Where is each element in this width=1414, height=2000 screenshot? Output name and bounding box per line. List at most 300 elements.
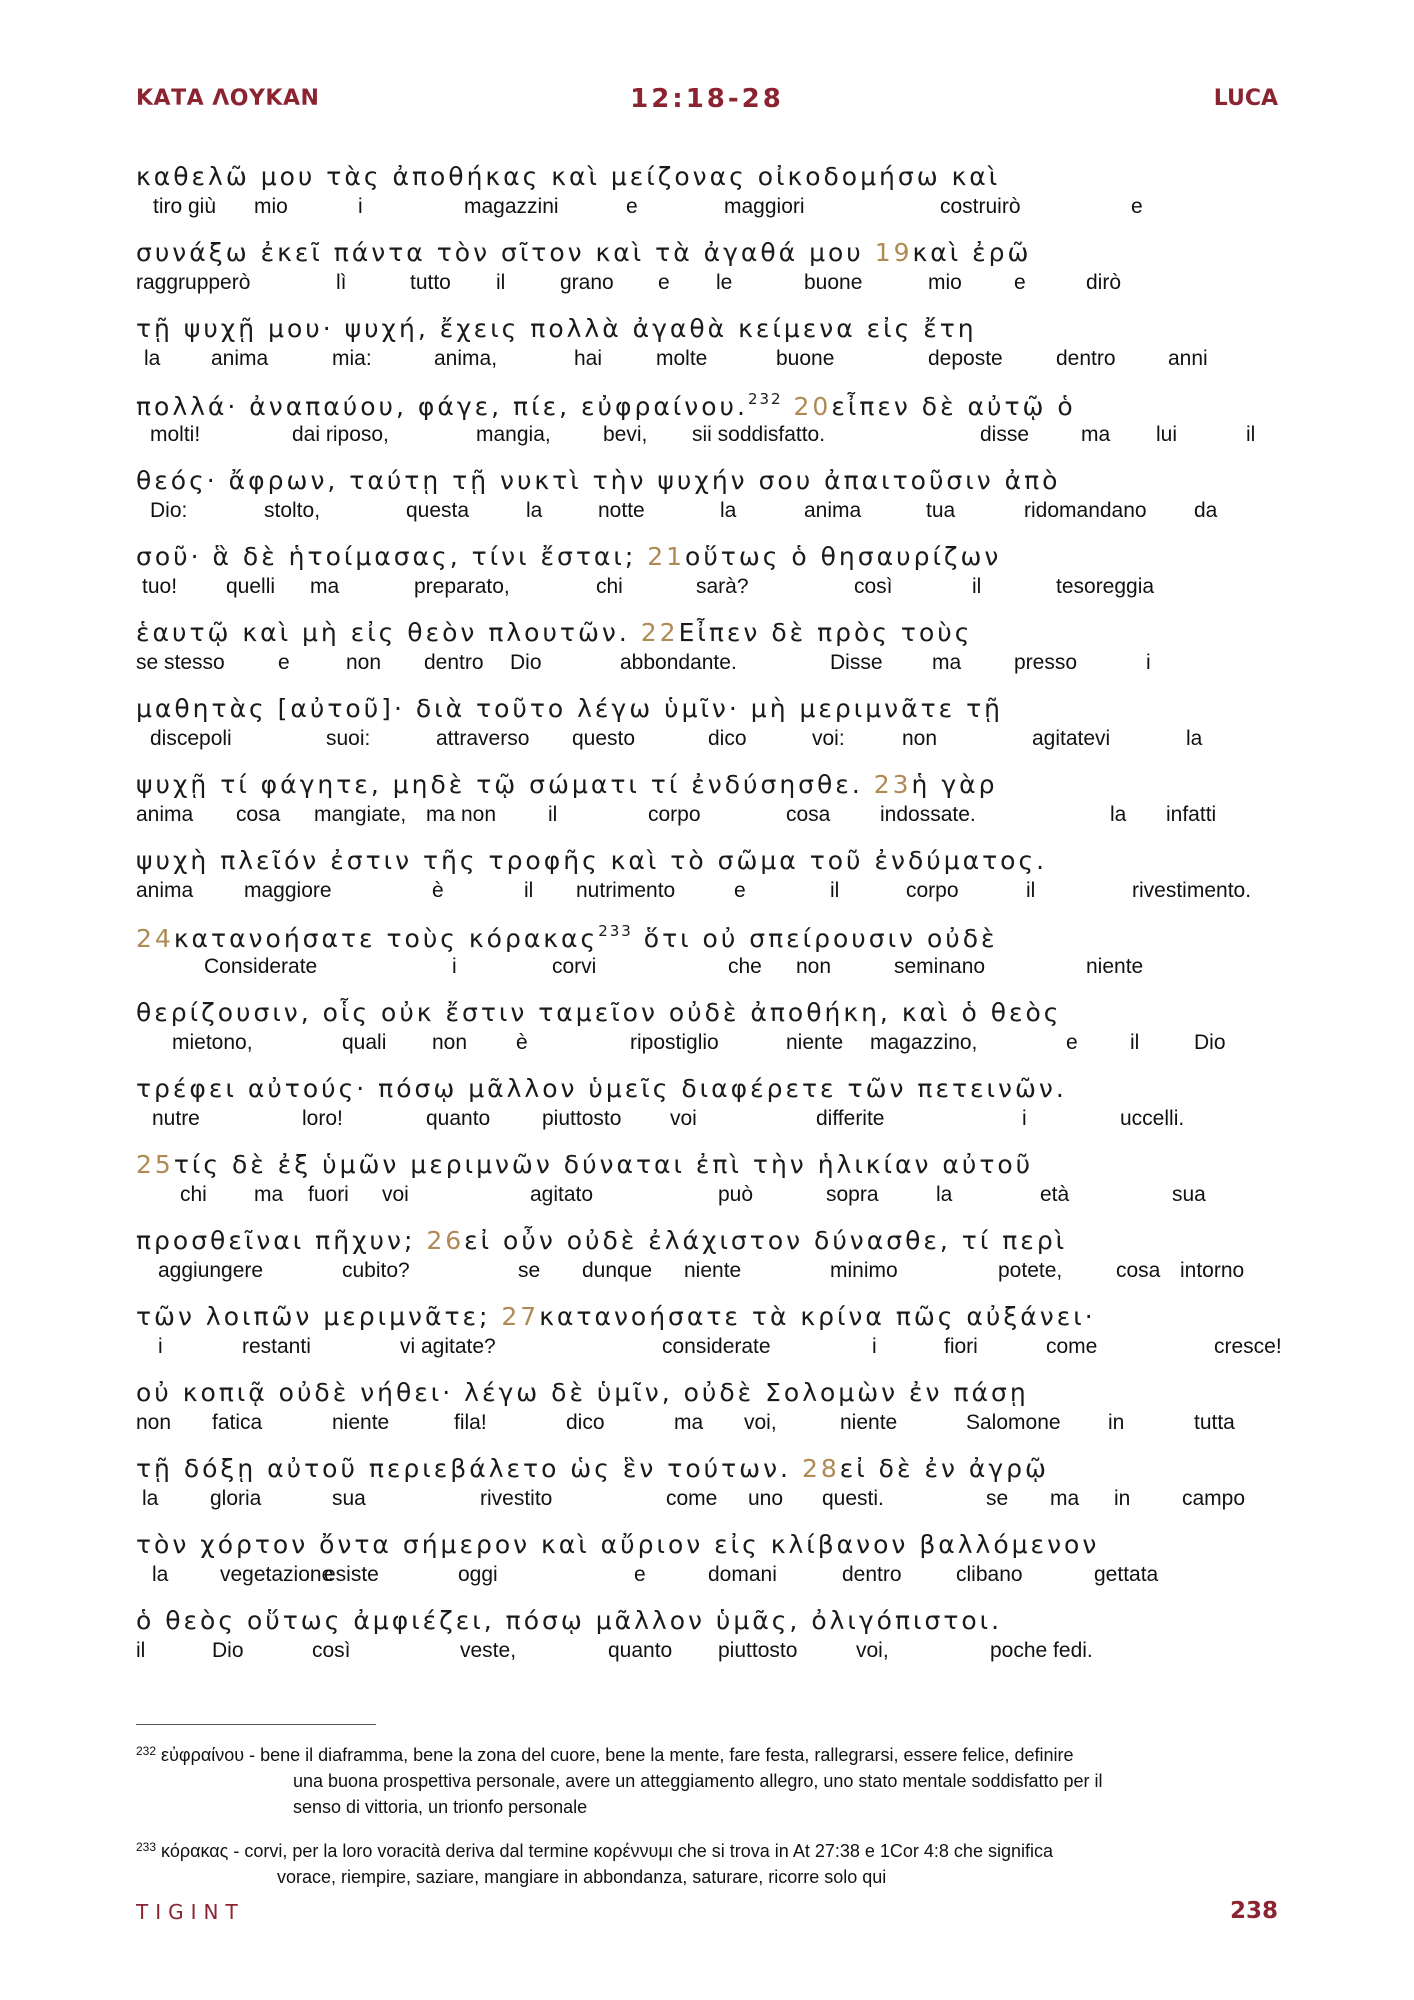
greek-text (136, 922, 998, 953)
italian-word: dunque (582, 1259, 653, 1282)
italian-word: mio (928, 271, 962, 294)
italian-word: tutta (1194, 1411, 1235, 1434)
italian-word: discepoli (150, 727, 232, 750)
italian-word: tuo! (142, 575, 178, 598)
italian-word: dentro (1056, 347, 1116, 370)
italian-translation (136, 499, 1296, 529)
italian-word: mangiate, (314, 803, 407, 826)
greek-words: πολλά· ἀναπαύου, φάγε, πίε, εὐφραίνου. (136, 392, 748, 421)
italian-word: Considerate (204, 955, 318, 978)
greek-text (136, 1074, 1067, 1103)
italian-word: il (830, 879, 840, 902)
italian-word: intorno (1180, 1259, 1245, 1282)
italian-word: abbondante. (620, 651, 737, 674)
italian-word: tua (926, 499, 956, 522)
italian-word: ma (1081, 423, 1111, 446)
italian-word: mangia, (476, 423, 551, 446)
italian-word: maggiore (244, 879, 332, 902)
italian-word: agitato (530, 1183, 594, 1206)
italian-word: il (972, 575, 982, 598)
book-title-italian: LUCA (1213, 86, 1278, 111)
italian-word: notte (598, 499, 645, 522)
italian-word: preparato, (414, 575, 510, 598)
italian-word: Salomone (966, 1411, 1061, 1434)
italian-translation (136, 1259, 1296, 1289)
interlinear-line (136, 618, 1296, 690)
italian-word: dai riposo, (292, 423, 389, 446)
footnote-text: una buona prospettiva personale, avere un atteggiamento allegro, uno stato mentale soddisfatto per il (293, 1771, 1103, 1791)
italian-word: il (1246, 423, 1256, 446)
greek-words: τίς δὲ ἐξ ὑμῶν μεριμνῶν δύναται ἐπὶ τὴν ἡλικίαν αὐτοῦ (173, 1150, 1034, 1179)
italian-word: ma non (426, 803, 497, 826)
greek-words: ψυχὴ πλεῖόν ἐστιν τῆς τροφῆς καὶ τὸ σῶμα τοῦ ἐνδύματος. (136, 846, 1048, 875)
italian-word: la (142, 1487, 159, 1510)
italian-translation (136, 803, 1296, 833)
italian-word: dirò (1086, 271, 1122, 294)
italian-translation (136, 1487, 1296, 1517)
greek-words: ὁ θεὸς οὕτως ἀμφιέζει, πόσῳ μᾶλλον ὑμᾶς, ὀλιγόπιστοι. (136, 1606, 1003, 1635)
greek-words: τρέφει αὐτούς· πόσῳ μᾶλλον ὑμεῖς διαφέρετε τῶν πετεινῶν. (136, 1074, 1067, 1103)
italian-word: fila! (454, 1411, 487, 1434)
italian-word: sua (1172, 1183, 1206, 1206)
greek-words: καὶ ἐρῶ (912, 238, 1032, 267)
italian-word: costruirò (940, 195, 1021, 218)
italian-word: come (1046, 1335, 1098, 1358)
footnote-ref: 233 (598, 922, 633, 940)
verse-number: 23 (873, 770, 912, 799)
greek-words: ψυχῇ τί φάγητε, μηδὲ τῷ σώματι τί ἐνδύσησθε. (136, 770, 874, 799)
italian-translation (136, 1335, 1296, 1365)
italian-word: la (720, 499, 737, 522)
italian-translation (136, 1183, 1296, 1213)
italian-word: vi agitate? (400, 1335, 496, 1358)
italian-word: rivestito (480, 1487, 553, 1510)
greek-words: τῇ δόξῃ αὐτοῦ περιεβάλετο ὡς ἓν τούτων. (136, 1454, 802, 1483)
italian-translation (136, 575, 1296, 605)
book-title-greek: ΚΑΤΑ ΛΟΥΚΑΝ (136, 86, 320, 111)
interlinear-line (136, 922, 1296, 994)
italian-word: lì (336, 271, 347, 294)
italian-translation (136, 271, 1296, 301)
italian-word: questa (406, 499, 470, 522)
italian-word: loro! (302, 1107, 343, 1130)
italian-word: agitatevi (1032, 727, 1111, 750)
chapter-verse-range: 12:18-28 (630, 84, 784, 114)
italian-word: anima (804, 499, 862, 522)
italian-word: voi, (744, 1411, 777, 1434)
interlinear-line (136, 466, 1296, 538)
italian-word: il (496, 271, 506, 294)
greek-text (136, 162, 1000, 191)
italian-word: infatti (1166, 803, 1217, 826)
italian-translation (136, 651, 1296, 681)
italian-word: uno (748, 1487, 784, 1510)
italian-word: Dio (212, 1639, 244, 1662)
italian-word: la (1186, 727, 1203, 750)
italian-word: in (1114, 1487, 1131, 1510)
interlinear-line (136, 998, 1296, 1070)
italian-word: ridomandano (1024, 499, 1147, 522)
italian-word: ma (254, 1183, 284, 1206)
verse-number: 19 (874, 238, 913, 267)
greek-words: οὐ κοπιᾷ οὐδὲ νήθει· λέγω δὲ ὑμῖν, οὐδὲ Σολομὼν ἐν πάσῃ (136, 1378, 1029, 1407)
verse-number: 26 (426, 1226, 465, 1255)
italian-word: fiori (944, 1335, 978, 1358)
italian-word: i (1022, 1107, 1027, 1130)
italian-word: nutre (152, 1107, 200, 1130)
italian-word: la (152, 1563, 169, 1586)
footnote-text: - corvi, per la loro voracità deriva dal termine κορέννυμι che si trova in At 27:38 e 1Cor 4:8 che significa (228, 1841, 1053, 1861)
italian-word: piuttosto (542, 1107, 622, 1130)
italian-word: uccelli. (1120, 1107, 1185, 1130)
italian-word: questi. (822, 1487, 884, 1510)
italian-word: cosa (786, 803, 831, 826)
italian-word: restanti (242, 1335, 311, 1358)
italian-word: così (854, 575, 893, 598)
italian-word: molte (656, 347, 708, 370)
italian-word: bevi, (603, 423, 648, 446)
greek-text (136, 1606, 1002, 1635)
italian-word: lui (1156, 423, 1178, 446)
footnote-text: - bene il diaframma, bene la zona del cuore, bene la mente, fare festa, rallegrarsi, essere felice, definire (244, 1745, 1074, 1765)
greek-text (136, 1302, 1096, 1331)
interlinear-line (136, 1226, 1296, 1298)
italian-word: è (432, 879, 444, 902)
greek-text (136, 314, 977, 343)
italian-word: anima (211, 347, 269, 370)
greek-words: θερίζουσιν, οἷς οὐκ ἔστιν ταμεῖον οὐδὲ ἀποθήκη, καὶ ὁ θεὸς (136, 998, 1062, 1027)
italian-translation (136, 1411, 1296, 1441)
interlinear-line (136, 238, 1296, 310)
interlinear-line (136, 314, 1296, 386)
italian-word: e (1014, 271, 1026, 294)
italian-word: cosa (1116, 1259, 1161, 1282)
italian-word: dentro (424, 651, 484, 674)
italian-word: in (1108, 1411, 1125, 1434)
italian-word: nutrimento (576, 879, 676, 902)
italian-word: corpo (906, 879, 959, 902)
italian-word: il (548, 803, 558, 826)
italian-word: come (666, 1487, 718, 1510)
greek-text (136, 466, 1060, 495)
interlinear-line (136, 1606, 1296, 1678)
italian-word: e (634, 1563, 646, 1586)
italian-word: ma (1050, 1487, 1080, 1510)
greek-words: σοῦ· ἃ δὲ ἡτοίμασας, τίνι ἔσται; (136, 542, 648, 571)
greek-words: τὸν χόρτον ὄντα σήμερον καὶ αὔριον εἰς κλίβανον βαλλόμενον (136, 1530, 1100, 1559)
italian-word: la (144, 347, 161, 370)
italian-word: tiro giù (153, 195, 217, 218)
interlinear-line (136, 1530, 1296, 1602)
italian-word: niente (684, 1259, 742, 1282)
italian-word: rivestimento. (1132, 879, 1252, 902)
italian-word: differite (816, 1107, 885, 1130)
interlinear-line (136, 390, 1296, 462)
italian-word: non (902, 727, 938, 750)
greek-text (136, 1454, 1049, 1483)
italian-translation (136, 1639, 1296, 1669)
italian-word: poche fedi. (990, 1639, 1093, 1662)
italian-word: il (136, 1639, 146, 1662)
verse-number: 22 (640, 618, 679, 647)
footnote-term: κόρακας (161, 1841, 229, 1861)
greek-words: προσθεῖναι πῆχυν; (136, 1226, 427, 1255)
italian-word: corpo (648, 803, 701, 826)
italian-word: quali (342, 1031, 387, 1054)
italian-word: mia: (332, 347, 372, 370)
greek-words: κατανοήσατε τὰ κρίνα πῶς αὐξάνει· (539, 1302, 1096, 1331)
italian-word: Dio (1194, 1031, 1226, 1054)
italian-word: suoi: (326, 727, 371, 750)
italian-word: buone (804, 271, 863, 294)
italian-word: tutto (410, 271, 451, 294)
italian-word: tesoreggia (1056, 575, 1155, 598)
italian-translation (136, 1563, 1296, 1593)
greek-words: τῶν λοιπῶν μεριμνᾶτε; (136, 1302, 502, 1331)
italian-word: potete, (998, 1259, 1063, 1282)
greek-words: ἑαυτῷ καὶ μὴ εἰς θεὸν πλουτῶν. (136, 618, 641, 647)
greek-words: εἰ οὖν οὐδὲ ἐλάχιστον δύνασθε, τί περὶ (464, 1226, 1068, 1255)
italian-word: vegetazione (220, 1563, 334, 1586)
greek-words: ὅτι οὐ σπείρουσιν οὐδὲ (632, 924, 998, 953)
italian-word: Disse (830, 651, 883, 674)
italian-word: il (1026, 879, 1036, 902)
italian-word: la (936, 1183, 953, 1206)
italian-word: cosa (236, 803, 281, 826)
italian-word: cubito? (342, 1259, 410, 1282)
italian-word: dico (708, 727, 747, 750)
italian-word: se stesso (136, 651, 225, 674)
interlinear-line (136, 162, 1296, 234)
greek-words: συνάξω ἐκεῖ πάντα τὸν σῖτον καὶ τὰ ἀγαθά μου (136, 238, 875, 267)
greek-words: τῇ ψυχῇ μου· ψυχή, ἔχεις πολλὰ ἀγαθὰ κείμενα εἰς ἔτη (136, 314, 977, 343)
italian-word: aggiungere (158, 1259, 264, 1282)
verse-number: 28 (801, 1454, 840, 1483)
italian-translation (136, 955, 1296, 985)
interlinear-line (136, 694, 1296, 766)
greek-words (783, 392, 794, 421)
footnote-text: senso di vittoria, un trionfo personale (293, 1797, 588, 1817)
italian-word: ripostiglio (630, 1031, 719, 1054)
italian-word: fuori (308, 1183, 349, 1206)
footnote-number: 232 (136, 1744, 157, 1758)
italian-word: il (1130, 1031, 1140, 1054)
italian-word: il (524, 879, 534, 902)
greek-text (136, 542, 1001, 571)
italian-word: seminano (894, 955, 986, 978)
italian-word: considerate (662, 1335, 771, 1358)
italian-word: i (158, 1335, 163, 1358)
footnote-divider (136, 1724, 376, 1725)
italian-word: se (986, 1487, 1009, 1510)
italian-word: età (1040, 1183, 1070, 1206)
greek-text (136, 238, 1031, 267)
italian-word: e (734, 879, 746, 902)
verse-number: 21 (647, 542, 686, 571)
italian-word: non (432, 1031, 468, 1054)
interlinear-line (136, 1074, 1296, 1146)
greek-text (136, 770, 997, 799)
footnote-term: εὐφραίνου (161, 1745, 245, 1765)
italian-word: campo (1182, 1487, 1246, 1510)
italian-word: dentro (842, 1563, 902, 1586)
italian-word: niente (1086, 955, 1144, 978)
footnote-number: 233 (136, 1840, 157, 1854)
footnote-ref: 232 (747, 390, 783, 408)
italian-word: anima (136, 803, 194, 826)
greek-text (136, 390, 1076, 421)
italian-word: voi (382, 1183, 409, 1206)
italian-word: è (516, 1031, 528, 1054)
interlinear-line (136, 846, 1296, 918)
italian-word: anima (136, 879, 194, 902)
italian-word: hai (574, 347, 603, 370)
italian-word: i (452, 955, 457, 978)
italian-word: gloria (210, 1487, 262, 1510)
italian-word: raggrupperò (136, 271, 251, 294)
italian-word: clibano (956, 1563, 1023, 1586)
italian-word: ma (932, 651, 962, 674)
italian-word: oggi (458, 1563, 498, 1586)
italian-word: e (1131, 195, 1143, 218)
italian-translation (136, 195, 1296, 225)
italian-word: non (136, 1411, 172, 1434)
italian-word: fatica (212, 1411, 263, 1434)
italian-word: i (1146, 651, 1151, 674)
interlinear-line (136, 1302, 1296, 1374)
italian-word: chi (180, 1183, 207, 1206)
italian-word: la (526, 499, 543, 522)
page-number: 238 (1229, 1898, 1278, 1924)
italian-word: mio (254, 195, 288, 218)
italian-word: anni (1168, 347, 1208, 370)
italian-word: niente (840, 1411, 898, 1434)
italian-word: così (312, 1639, 351, 1662)
verse-number: 25 (136, 1150, 174, 1179)
italian-word: gettata (1094, 1563, 1159, 1586)
footnote-233 (136, 1834, 1276, 1890)
interlinear-line (136, 542, 1296, 614)
italian-word: la (1110, 803, 1127, 826)
interlinear-line (136, 1150, 1296, 1222)
italian-word: e (278, 651, 290, 674)
italian-word: piuttosto (718, 1639, 798, 1662)
interlinear-line (136, 1454, 1296, 1526)
italian-word: magazzini (464, 195, 559, 218)
italian-word: le (716, 271, 733, 294)
italian-word: da (1194, 499, 1218, 522)
italian-word: quanto (608, 1639, 673, 1662)
italian-word: buone (776, 347, 835, 370)
interlinear-line (136, 1378, 1296, 1450)
italian-word: domani (708, 1563, 777, 1586)
italian-word: e (1066, 1031, 1078, 1054)
italian-word: cresce! (1214, 1335, 1282, 1358)
italian-word: i (358, 195, 363, 218)
italian-word: dico (566, 1411, 605, 1434)
italian-word: niente (786, 1031, 844, 1054)
italian-word: quanto (426, 1107, 491, 1130)
italian-word: può (718, 1183, 754, 1206)
italian-word: voi (670, 1107, 697, 1130)
italian-word: quelli (226, 575, 276, 598)
italian-word: magazzino, (870, 1031, 978, 1054)
italian-word: indossate. (880, 803, 976, 826)
italian-word: deposte (928, 347, 1003, 370)
italian-translation (136, 727, 1296, 757)
italian-word: mietono, (172, 1031, 253, 1054)
greek-text (136, 694, 1003, 723)
italian-word: e (626, 195, 638, 218)
verse-number: 20 (793, 392, 832, 421)
italian-word: e (658, 271, 670, 294)
italian-word: voi, (856, 1639, 889, 1662)
greek-words: μαθητὰς [αὐτοῦ]· διὰ τοῦτο λέγω ὑμῖν· μὴ μεριμνᾶτε τῇ (136, 694, 1003, 723)
italian-word: Dio (510, 651, 542, 674)
greek-words: εἶπεν δὲ αὐτῷ ὁ (831, 392, 1076, 421)
greek-text (136, 1150, 1033, 1179)
italian-translation (136, 1031, 1296, 1061)
greek-words: οὕτως ὁ θησαυρίζων (685, 542, 1002, 571)
greek-words: καθελῶ μου τὰς ἀποθήκας καὶ μείζονας οἰκοδομήσω καὶ (136, 162, 1001, 191)
italian-word: ma (674, 1411, 704, 1434)
italian-word: corvi (552, 955, 597, 978)
italian-word: attraverso (436, 727, 530, 750)
italian-translation (136, 1107, 1296, 1137)
italian-word: sii soddisfatto. (692, 423, 826, 446)
italian-word: grano (560, 271, 614, 294)
italian-word: disse (980, 423, 1030, 446)
footnote-232 (136, 1738, 1276, 1820)
greek-words: κατανοήσατε τοὺς κόρακας (173, 924, 599, 953)
verse-number: 24 (136, 924, 174, 953)
verse-number: 27 (501, 1302, 540, 1331)
italian-word: stolto, (264, 499, 321, 522)
italian-word: non (346, 651, 382, 674)
greek-text (136, 1226, 1067, 1255)
italian-word: molti! (150, 423, 201, 446)
italian-word: minimo (830, 1259, 898, 1282)
italian-word: esiste (324, 1563, 379, 1586)
publisher-name: TIGINT (136, 1900, 245, 1924)
italian-translation (136, 879, 1296, 909)
greek-text (136, 1530, 1099, 1559)
greek-text (136, 998, 1061, 1027)
greek-words: Εἶπεν δὲ πρὸς τοὺς (678, 618, 973, 647)
italian-word: i (872, 1335, 877, 1358)
italian-word: anima, (434, 347, 498, 370)
greek-text (136, 618, 972, 647)
italian-word: niente (332, 1411, 390, 1434)
italian-word: maggiori (724, 195, 805, 218)
italian-translation (136, 347, 1296, 377)
greek-text (136, 1378, 1029, 1407)
italian-word: non (796, 955, 832, 978)
interlinear-line (136, 770, 1296, 842)
greek-words: εἰ δὲ ἐν ἀγρῷ (839, 1454, 1049, 1483)
italian-word: sopra (826, 1183, 879, 1206)
italian-word: sarà? (696, 575, 749, 598)
italian-translation (136, 423, 1296, 453)
italian-word: se (518, 1259, 541, 1282)
greek-words: θεός· ἄφρων, ταύτῃ τῇ νυκτὶ τὴν ψυχήν σου ἀπαιτοῦσιν ἀπὸ (136, 466, 1061, 495)
italian-word: ma (310, 575, 340, 598)
italian-word: voi: (812, 727, 845, 750)
italian-word: presso (1014, 651, 1078, 674)
italian-word: veste, (460, 1639, 517, 1662)
italian-word: questo (572, 727, 636, 750)
italian-word: Dio: (150, 499, 188, 522)
